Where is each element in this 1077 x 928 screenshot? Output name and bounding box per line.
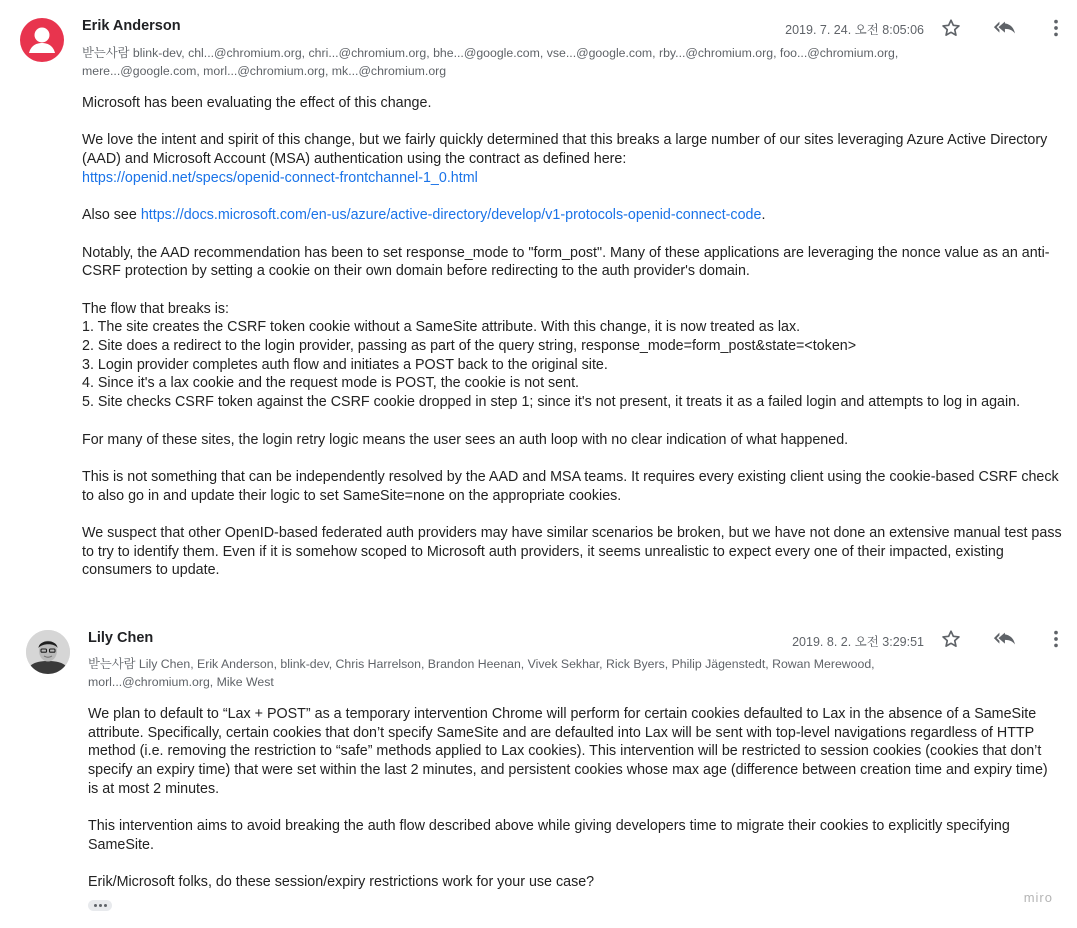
recipients-line: 받는사람 blink-dev, chl...@chromium.org, chri...@chromium.org, bhe...@google.com, vse...@google.com, rby...@chromium.org, foo...@chromium.org, bbox=[82, 46, 899, 60]
more-vert-icon bbox=[1045, 17, 1067, 39]
body-paragraph bbox=[82, 206, 1067, 225]
sender-avatar[interactable] bbox=[20, 18, 64, 62]
message-body bbox=[82, 94, 1067, 599]
recipients bbox=[82, 44, 1042, 80]
body-paragraph: Notably, the AAD recommendation has been to set response_mode to "form_post". Many of these applications are leveraging the nonce value as an anti-CSRF protection by setting a cookie on their own domain before redirecting to the auth provider's domain. bbox=[82, 244, 1050, 280]
body-text: Also see bbox=[82, 207, 141, 224]
body-paragraph: We suspect that other OpenID-based federated auth providers may have similar scenarios be broken, but we have not done an extensive manual test pass to try to identify them. Even if it is somehow scoped to Microsoft auth providers, it seems unrealistic to expect every one of their impacted, existing consumers to update. bbox=[82, 525, 1062, 579]
sender-avatar-photo[interactable] bbox=[26, 630, 70, 674]
dot bbox=[99, 904, 102, 907]
person-photo-icon bbox=[26, 630, 70, 674]
message-body bbox=[88, 705, 1048, 892]
show-trimmed-content-button[interactable] bbox=[88, 900, 112, 911]
dot bbox=[94, 904, 97, 907]
recipients bbox=[88, 655, 1048, 691]
flow-intro: The flow that breaks is: bbox=[82, 300, 230, 317]
more-vert-icon bbox=[1045, 628, 1067, 650]
body-paragraph: We plan to default to “Lax + POST” as a temporary intervention Chrome will perform for certain cookies defaulted to Lax in the absence of a SameSite attribute. Specifically, certain cookies that don’t specify SameSite and are defaulted into Lax will be sent with top-level navigations regardless of HTTP method (i.e. removing the restriction to “safe” methods applied to Lax cookies). This intervention will be restricted to session cookies (cookies that don’t specify an expiry time) that were set within the last 2 minutes, and persistent cookies whose max age (difference between creation time and expiry time) is at most 2 minutes. bbox=[88, 706, 1048, 797]
openid-spec-link[interactable]: https://openid.net/specs/openid-connect-frontchannel-1_0.html bbox=[82, 169, 478, 186]
sender-name[interactable]: Erik Anderson bbox=[82, 18, 181, 34]
reply-all-icon bbox=[993, 17, 1015, 39]
recipients-line: morl...@chromium.org, Mike West bbox=[88, 675, 274, 689]
body-text: We love the intent and spirit of this change, but we fairly quickly determined that this breaks a large number of our sites leveraging Azure Active Directory (AAD) and Microsoft Account (MSA) authentication using the contract as defined here: bbox=[82, 132, 1048, 168]
reply-all-icon bbox=[993, 628, 1015, 650]
star-button[interactable] bbox=[940, 628, 962, 650]
reply-all-button[interactable] bbox=[993, 628, 1015, 650]
flow-list bbox=[82, 300, 1067, 412]
miro-watermark: miro bbox=[1023, 890, 1053, 905]
recipients-line: 받는사람 Lily Chen, Erik Anderson, blink-dev, Chris Harrelson, Brandon Heenan, Vivek Sekhar, Rick Byers, Philip Jägenstedt, Rowan Merewood, bbox=[88, 657, 875, 671]
message-date[interactable]: 2019. 8. 2. 오전 3:29:51 bbox=[792, 635, 924, 649]
body-paragraph: This is not something that can be independently resolved by the AAD and MSA teams. It requires every existing client using the cookie-based CSRF check to also go in and update their logic to set SameSite=none on the appropriate cookies. bbox=[82, 468, 1059, 504]
flow-step: 4. Since it's a lax cookie and the request mode is POST, the cookie is not sent. bbox=[82, 375, 580, 392]
body-paragraph: For many of these sites, the login retry logic means the user sees an auth loop with no clear indication of what happened. bbox=[82, 431, 849, 448]
message-lily-chen bbox=[0, 610, 1077, 928]
more-options-button[interactable] bbox=[1045, 628, 1067, 650]
flow-step: 1. The site creates the CSRF token cookie without a SameSite attribute. With this change, it is now treated as lax. bbox=[82, 319, 801, 336]
dot bbox=[104, 904, 107, 907]
body-text: . bbox=[761, 207, 766, 224]
flow-step: 3. Login provider completes auth flow and initiates a POST back to the original site. bbox=[82, 356, 608, 373]
star-icon bbox=[940, 628, 962, 650]
body-paragraph: Microsoft has been evaluating the effect of this change. bbox=[82, 95, 432, 111]
sender-name[interactable]: Lily Chen bbox=[88, 630, 154, 646]
body-paragraph: This intervention aims to avoid breaking the auth flow described above while giving developers time to migrate their cookies to explicitly specifying SameSite. bbox=[88, 818, 1010, 853]
body-paragraph: Erik/Microsoft folks, do these session/expiry restrictions work for your use case? bbox=[88, 874, 595, 891]
recipients-line: mere...@google.com, morl...@chromium.org, mk...@chromium.org bbox=[82, 64, 447, 78]
star-button[interactable] bbox=[940, 17, 962, 39]
star-icon bbox=[940, 17, 962, 39]
flow-step: 5. Site checks CSRF token against the CSRF cookie dropped in step 1; since it's not present, it treats it as a failed login and attempts to log in again. bbox=[82, 394, 1021, 411]
default-avatar-icon bbox=[20, 18, 64, 62]
flow-step: 2. Site does a redirect to the login provider, passing as part of the query string, response_mode=form_post&state=<token> bbox=[82, 338, 857, 355]
message-date[interactable]: 2019. 7. 24. 오전 8:05:06 bbox=[785, 23, 924, 37]
more-options-button[interactable] bbox=[1045, 17, 1067, 39]
body-paragraph bbox=[82, 131, 1067, 187]
microsoft-docs-link[interactable]: https://docs.microsoft.com/en-us/azure/active-directory/develop/v1-protocols-openid-connect-code bbox=[140, 207, 762, 224]
reply-all-button[interactable] bbox=[993, 17, 1015, 39]
